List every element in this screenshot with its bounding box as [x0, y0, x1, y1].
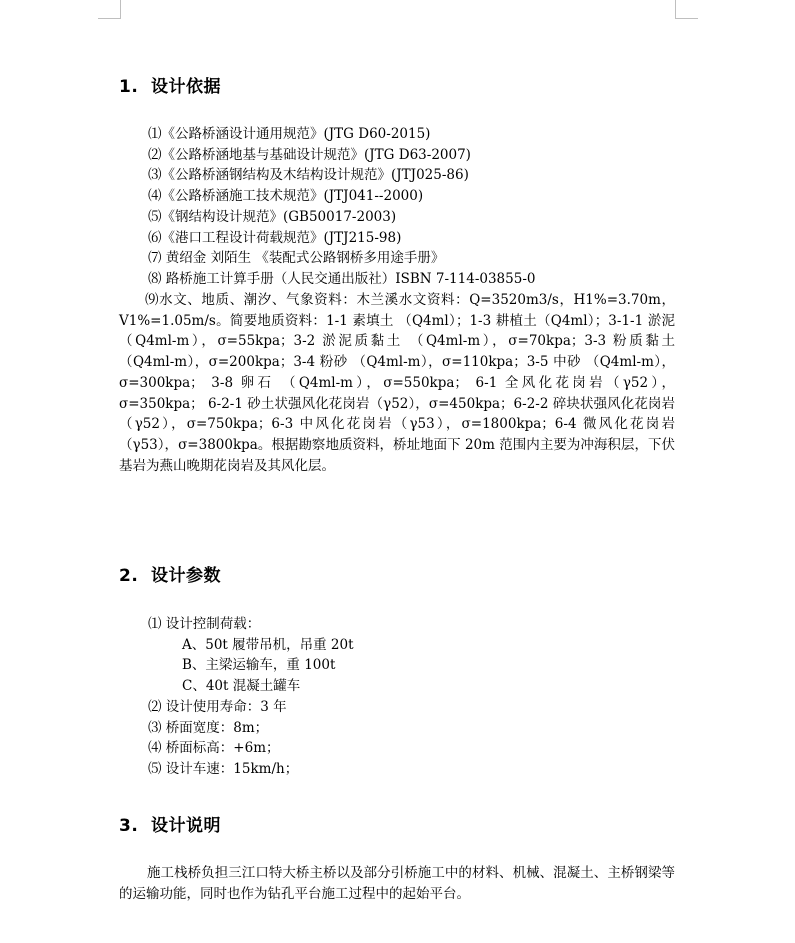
- reference-item: ⑴《公路桥涵设计通用规范》(JTG D60-2015): [148, 126, 431, 142]
- design-description-paragraph: 施工栈桥负担三江口特大桥主桥以及部分引桥施工中的材料、机械、混凝土、主桥钢梁等的运输功能，同时也作为钻孔平台施工过程中的起始平台。: [119, 865, 675, 902]
- reference-item: ⑵《公路桥涵地基与基础设计规范》(JTG D63-2007): [148, 146, 471, 163]
- section-title: 设计依据: [151, 77, 221, 97]
- load-subitem: B、主梁运输车，重 100t: [182, 657, 336, 674]
- reference-item: ⑺ 黄绍金 刘陌生 《装配式公路钢桥多用途手册》: [148, 250, 445, 267]
- hydro-geology-paragraph: ⑼水文、地质、潮汐、气象资料：木兰溪水文资料：Q=3520m3/s，H1%=3.70m，V1%=1.05m/s。简要地质资料：1-1 素填土 （Q4ml）；1-3 耕植土（Q4ml）；3-1-1 淤泥 （Q4ml-m），σ=55kpa；3-2 淤泥质黏土 （Q4ml-m），σ=70kpa；3-3 粉质黏土 （Q4ml-m），σ=200kpa；3-4 粉砂 （Q4ml-m），σ=110kpa；3-5 中砂 （Q4ml-m），σ=300kpa； 3-8 卵石 （Q4ml-m），σ=550kpa； 6-1 全风化花岗岩（γ52），σ=350kpa； 6-2-1 砂土状强风化花岗岩（γ52），σ=450kpa；6-2-2 碎块状强风化花岗岩（γ52），σ=750kpa；6-3 中风化花岗岩（γ53），σ=1800kpa；6-4 微风化花岗岩（γ53），σ=3800kpa。根据勘察地质资料，桥址地面下 20m 范围内主要为冲海积层，下伏基岩为燕山晚期花岗岩及其风化层。: [119, 292, 675, 474]
- reference-item: ⑻ 路桥施工计算手册（人民交通出版社）ISBN 7-114-03855-0: [148, 270, 536, 287]
- section-heading-3: [119, 811, 221, 836]
- parameter-item: ⑵ 设计使用寿命：3 年: [148, 698, 287, 715]
- reference-item: ⑷《公路桥涵施工技术规范》(JTJ041--2000): [148, 188, 424, 205]
- design-parameter-list: [148, 614, 354, 780]
- section-number: 2.: [119, 566, 139, 586]
- reference-item: ⑶《公路桥涵钢结构及木结构设计规范》(JTJ025-86): [148, 167, 469, 184]
- page-corner-mark-top-right: [675, 0, 698, 19]
- section-heading-2: [119, 561, 221, 586]
- parameter-item: ⑸ 设计车速：15km/h；: [148, 760, 299, 777]
- section-heading-1: [119, 72, 221, 97]
- load-subitem: C、40t 混凝土罐车: [182, 678, 301, 695]
- parameter-item: ⑴ 设计控制荷载：: [148, 616, 261, 632]
- reference-list: [148, 124, 535, 290]
- load-subitem: A、50t 履带吊机，吊重 20t: [182, 636, 354, 653]
- reference-item: ⑹《港口工程设计荷载规范》(JTJ215-98): [148, 229, 402, 246]
- section-title: 设计参数: [151, 566, 221, 586]
- reference-item: ⑸《钢结构设计规范》(GB50017-2003): [148, 208, 397, 225]
- section-number: 3.: [119, 816, 139, 836]
- parameter-item: ⑷ 桥面标高：+6m；: [148, 740, 280, 757]
- page-corner-mark-top-left: [98, 0, 121, 19]
- section-title: 设计说明: [151, 816, 221, 836]
- parameter-item: ⑶ 桥面宽度：8m；: [148, 719, 269, 736]
- section-number: 1.: [119, 77, 139, 97]
